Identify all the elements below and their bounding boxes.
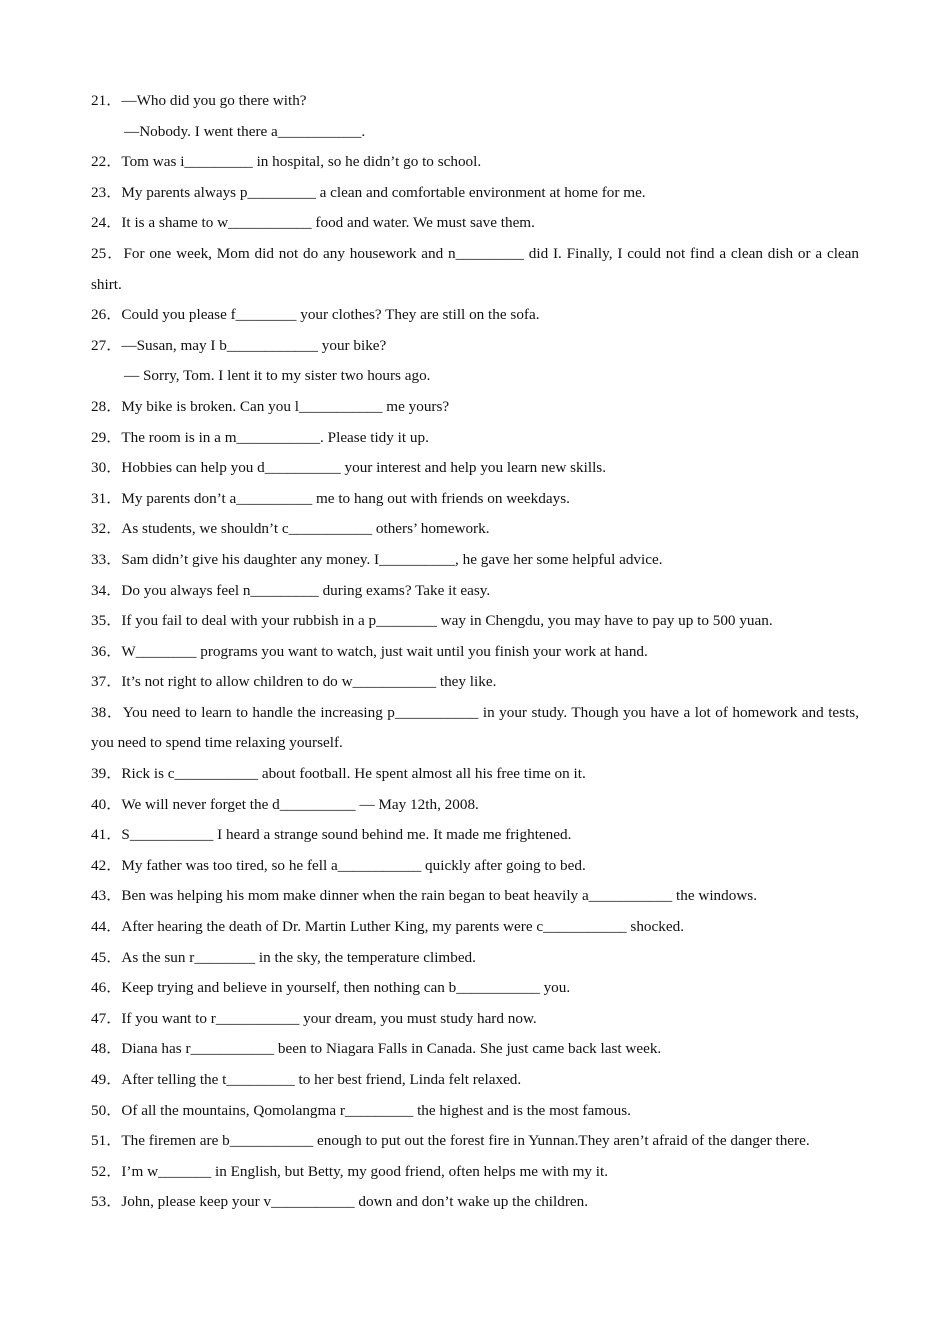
- question-21-answer-line: —Nobody. I went there a___________.: [124, 122, 366, 140]
- question-31: 31．My parents don’t a__________ me to hang out with friends on weekdays.: [91, 489, 570, 507]
- question-48: 48．Diana has r___________ been to Niagara Falls in Canada. She just came back last week.: [91, 1040, 662, 1058]
- question-53: 53．John, please keep your v___________ down and don’t wake up the children.: [91, 1193, 589, 1211]
- question-46: 46．Keep trying and believe in yourself, then nothing can b___________ you.: [91, 979, 571, 997]
- question-22: 22．Tom was i_________ in hospital, so he didn’t go to school.: [91, 153, 482, 171]
- question-23: 23．My parents always p_________ a clean and comfortable environment at home for me.: [91, 183, 646, 201]
- question-36: 36．W________ programs you want to watch, just wait until you finish your work at hand.: [91, 642, 648, 660]
- question-26: 26．Could you please f________ your clothes? They are still on the sofa.: [91, 306, 540, 324]
- question-24: 24．It is a shame to w___________ food and water. We must save them.: [91, 214, 535, 232]
- question-27-answer-line: — Sorry, Tom. I lent it to my sister two hours ago.: [124, 367, 431, 385]
- question-29: 29．The room is in a m___________. Please tidy it up.: [91, 428, 429, 446]
- question-25: 25．For one week, Mom did not do any housework and n_________ did I. Finally, I could not find a clean dish or a clean shirt.: [91, 244, 859, 293]
- worksheet-page: [91, 86, 859, 1218]
- question-28: 28．My bike is broken. Can you l___________ me yours?: [91, 397, 450, 415]
- question-38: 38．You need to learn to handle the increasing p___________ in your study. Though you have a lot of homework and tests, you need to spend time relaxing yourself.: [91, 703, 859, 752]
- question-35: 35．If you fail to deal with your rubbish in a p________ way in Chengdu, you may have to pay up to 500 yuan.: [91, 612, 773, 630]
- question-34: 34．Do you always feel n_________ during exams? Take it easy.: [91, 581, 491, 599]
- question-30: 30．Hobbies can help you d__________ your interest and help you learn new skills.: [91, 459, 607, 477]
- question-32: 32．As students, we shouldn’t c___________ others’ homework.: [91, 520, 490, 538]
- question-47: 47．If you want to r___________ your dream, you must study hard now.: [91, 1009, 537, 1027]
- question-51: 51．The firemen are b___________ enough to put out the forest fire in Yunnan.They aren’t afraid of the danger there.: [91, 1132, 810, 1150]
- question-49: 49．After telling the t_________ to her best friend, Linda felt relaxed.: [91, 1071, 522, 1088]
- question-21: 21．—Who did you go there with?: [91, 92, 307, 109]
- question-41: 41．S___________ I heard a strange sound behind me. It made me frightened.: [91, 826, 572, 844]
- question-52: 52．I’m w_______ in English, but Betty, my good friend, often helps me with my it.: [91, 1162, 609, 1180]
- question-44: 44．After hearing the death of Dr. Martin Luther King, my parents were c___________ shocked.: [91, 918, 684, 936]
- question-42: 42．My father was too tired, so he fell a___________ quickly after going to bed.: [91, 856, 586, 874]
- question-40: 40．We will never forget the d__________ — May 12th, 2008.: [91, 795, 479, 813]
- question-45: 45．As the sun r________ in the sky, the temperature climbed.: [91, 948, 476, 966]
- question-33: 33．Sam didn’t give his daughter any money. I__________, he gave her some helpful advice.: [91, 550, 663, 568]
- question-37: 37．It’s not right to allow children to do w___________ they like.: [91, 673, 497, 691]
- question-43: 43．Ben was helping his mom make dinner when the rain began to beat heavily a___________ the windows.: [91, 887, 758, 905]
- question-39: 39．Rick is c___________ about football. He spent almost all his free time on it.: [91, 765, 586, 783]
- question-50: 50．Of all the mountains, Qomolangma r_________ the highest and is the most famous.: [91, 1101, 631, 1119]
- question-27: 27．—Susan, may I b____________ your bike?: [91, 336, 387, 354]
